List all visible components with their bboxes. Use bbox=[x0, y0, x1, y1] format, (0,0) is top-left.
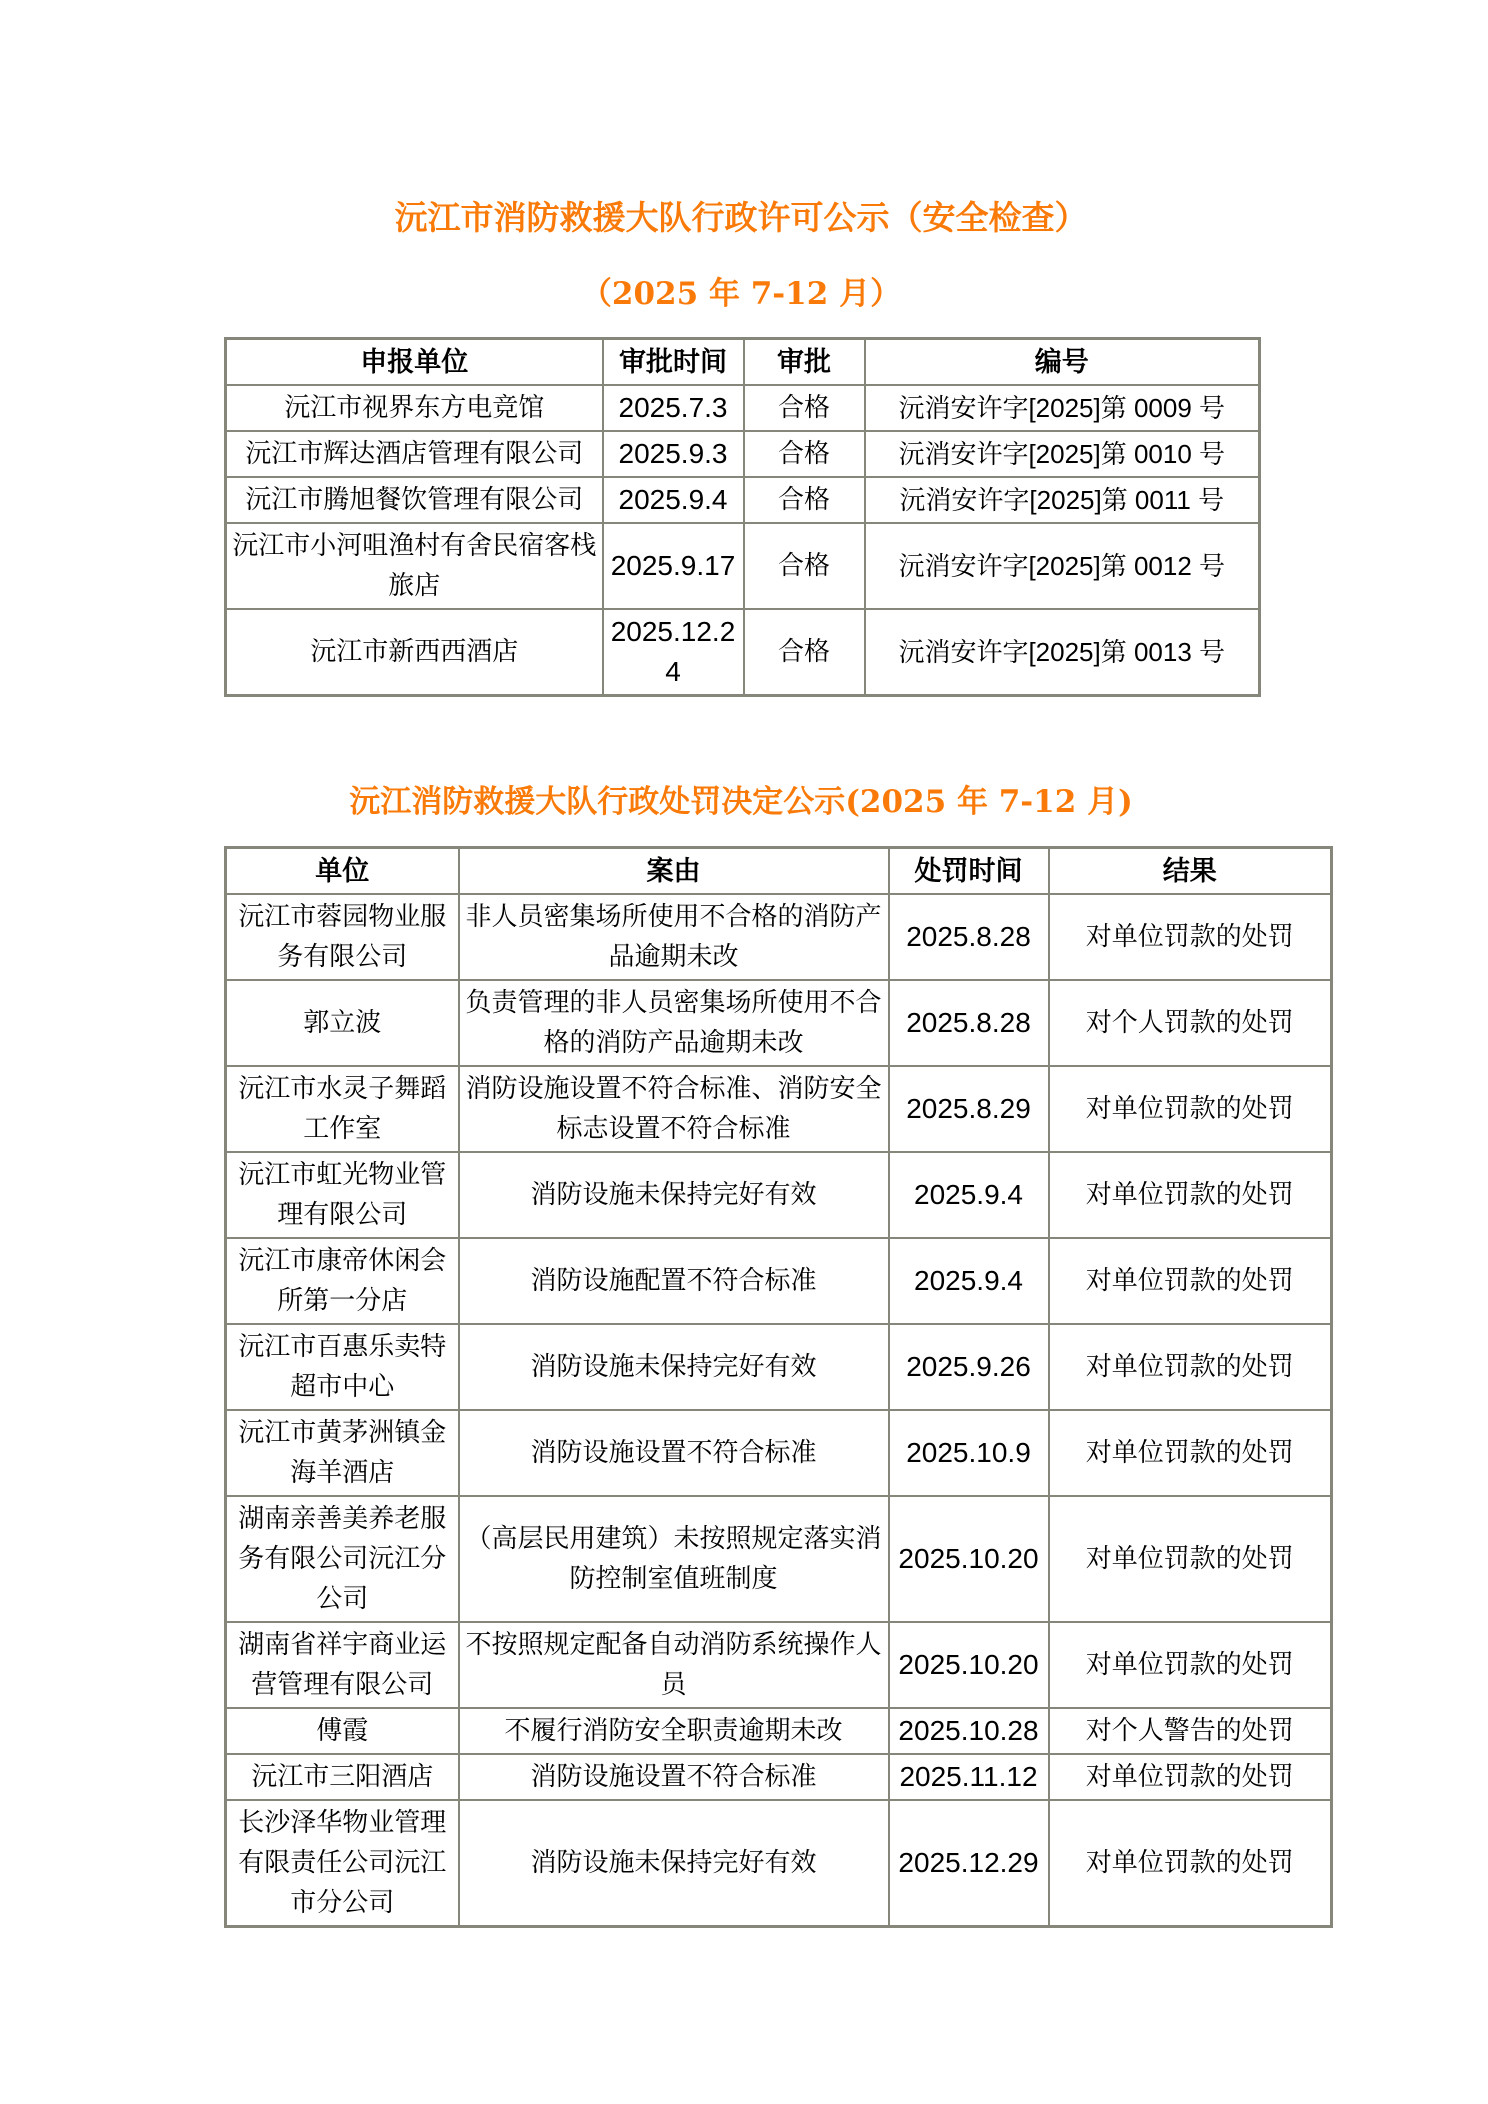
cell-approval-result: 合格 bbox=[744, 609, 865, 696]
cell-permit-number: 沅消安许字[2025]第 0013 号 bbox=[865, 609, 1260, 696]
section1-title: 沅江市消防救援大队行政许可公示（安全检查） bbox=[394, 198, 1088, 237]
cell-approval-date: 2025.7.3 bbox=[603, 385, 744, 431]
cell-declaring-unit: 沅江市腾旭餐饮管理有限公司 bbox=[226, 477, 603, 523]
cell-case-reason: 消防设施设置不符合标准、消防安全标志设置不符合标准 bbox=[459, 1066, 889, 1152]
header-penalty-date: 处罚时间 bbox=[889, 848, 1049, 895]
cell-penalty-date: 2025.10.20 bbox=[889, 1496, 1049, 1622]
cell-approval-date: 2025.12.24 bbox=[603, 609, 744, 696]
cell-penalty-result: 对个人罚款的处罚 bbox=[1049, 980, 1332, 1066]
cell-unit: 沅江市水灵子舞蹈工作室 bbox=[226, 1066, 459, 1152]
cell-case-reason: 消防设施配置不符合标准 bbox=[459, 1238, 889, 1324]
cell-unit: 沅江市蓉园物业服务有限公司 bbox=[226, 894, 459, 980]
header-permit-number: 编号 bbox=[865, 339, 1260, 386]
table-header-row bbox=[226, 848, 1332, 895]
permit-table bbox=[224, 337, 1261, 697]
table-row bbox=[226, 431, 1260, 477]
cell-unit: 郭立波 bbox=[226, 980, 459, 1066]
table-row bbox=[226, 1708, 1332, 1754]
table-row bbox=[226, 1622, 1332, 1708]
cell-unit: 长沙泽华物业管理有限责任公司沅江市分公司 bbox=[226, 1800, 459, 1927]
table-row bbox=[226, 1496, 1332, 1622]
cell-penalty-result: 对单位罚款的处罚 bbox=[1049, 1066, 1332, 1152]
cell-approval-result: 合格 bbox=[744, 385, 865, 431]
cell-unit: 沅江市三阳酒店 bbox=[226, 1754, 459, 1800]
cell-permit-number: 沅消安许字[2025]第 0012 号 bbox=[865, 523, 1260, 609]
cell-penalty-result: 对单位罚款的处罚 bbox=[1049, 894, 1332, 980]
header-unit: 单位 bbox=[226, 848, 459, 895]
cell-case-reason: 消防设施未保持完好有效 bbox=[459, 1800, 889, 1927]
table-row bbox=[226, 980, 1332, 1066]
table-row bbox=[226, 609, 1260, 696]
cell-penalty-date: 2025.9.4 bbox=[889, 1152, 1049, 1238]
cell-penalty-result: 对个人警告的处罚 bbox=[1049, 1708, 1332, 1754]
cell-unit: 湖南省祥宇商业运营管理有限公司 bbox=[226, 1622, 459, 1708]
cell-approval-date: 2025.9.17 bbox=[603, 523, 744, 609]
cell-case-reason: 不履行消防安全职责逾期未改 bbox=[459, 1708, 889, 1754]
cell-unit: 沅江市康帝休闲会所第一分店 bbox=[226, 1238, 459, 1324]
cell-penalty-result: 对单位罚款的处罚 bbox=[1049, 1410, 1332, 1496]
cell-unit: 沅江市黄茅洲镇金海羊酒店 bbox=[226, 1410, 459, 1496]
cell-approval-result: 合格 bbox=[744, 431, 865, 477]
cell-penalty-date: 2025.12.29 bbox=[889, 1800, 1049, 1927]
table-row bbox=[226, 1410, 1332, 1496]
cell-penalty-result: 对单位罚款的处罚 bbox=[1049, 1754, 1332, 1800]
section1-subtitle: （2025 年 7-12 月） bbox=[580, 276, 902, 312]
table-row bbox=[226, 1800, 1332, 1927]
penalty-table bbox=[224, 846, 1333, 1928]
header-case-reason: 案由 bbox=[459, 848, 889, 895]
cell-permit-number: 沅消安许字[2025]第 0011 号 bbox=[865, 477, 1260, 523]
table-row bbox=[226, 894, 1332, 980]
cell-case-reason: 消防设施未保持完好有效 bbox=[459, 1152, 889, 1238]
cell-approval-result: 合格 bbox=[744, 523, 865, 609]
table-row bbox=[226, 385, 1260, 431]
header-approval-date: 审批时间 bbox=[603, 339, 744, 386]
cell-case-reason: 消防设施未保持完好有效 bbox=[459, 1324, 889, 1410]
header-declaring-unit: 申报单位 bbox=[226, 339, 603, 386]
table-row bbox=[226, 1754, 1332, 1800]
cell-declaring-unit: 沅江市视界东方电竞馆 bbox=[226, 385, 603, 431]
cell-penalty-date: 2025.9.4 bbox=[889, 1238, 1049, 1324]
cell-penalty-date: 2025.8.29 bbox=[889, 1066, 1049, 1152]
table-header-row bbox=[226, 339, 1260, 386]
table-row bbox=[226, 1066, 1332, 1152]
cell-declaring-unit: 沅江市新西西酒店 bbox=[226, 609, 603, 696]
cell-penalty-date: 2025.9.26 bbox=[889, 1324, 1049, 1410]
cell-approval-date: 2025.9.4 bbox=[603, 477, 744, 523]
cell-permit-number: 沅消安许字[2025]第 0009 号 bbox=[865, 385, 1260, 431]
table-row bbox=[226, 477, 1260, 523]
cell-penalty-result: 对单位罚款的处罚 bbox=[1049, 1800, 1332, 1927]
cell-case-reason: 消防设施设置不符合标准 bbox=[459, 1754, 889, 1800]
cell-unit: 沅江市百惠乐卖特超市中心 bbox=[226, 1324, 459, 1410]
table-row bbox=[226, 1238, 1332, 1324]
cell-case-reason: 非人员密集场所使用不合格的消防产品逾期未改 bbox=[459, 894, 889, 980]
cell-penalty-date: 2025.11.12 bbox=[889, 1754, 1049, 1800]
cell-case-reason: （高层民用建筑）未按照规定落实消防控制室值班制度 bbox=[459, 1496, 889, 1622]
cell-unit: 沅江市虹光物业管理有限公司 bbox=[226, 1152, 459, 1238]
cell-case-reason: 不按照规定配备自动消防系统操作人员 bbox=[459, 1622, 889, 1708]
cell-permit-number: 沅消安许字[2025]第 0010 号 bbox=[865, 431, 1260, 477]
cell-penalty-result: 对单位罚款的处罚 bbox=[1049, 1152, 1332, 1238]
header-approval: 审批 bbox=[744, 339, 865, 386]
cell-declaring-unit: 沅江市小河咀渔村有舍民宿客栈旅店 bbox=[226, 523, 603, 609]
table-row bbox=[226, 1324, 1332, 1410]
cell-penalty-date: 2025.10.9 bbox=[889, 1410, 1049, 1496]
cell-case-reason: 消防设施设置不符合标准 bbox=[459, 1410, 889, 1496]
cell-approval-result: 合格 bbox=[744, 477, 865, 523]
cell-penalty-date: 2025.8.28 bbox=[889, 894, 1049, 980]
header-penalty-result: 结果 bbox=[1049, 848, 1332, 895]
cell-penalty-result: 对单位罚款的处罚 bbox=[1049, 1238, 1332, 1324]
cell-penalty-result: 对单位罚款的处罚 bbox=[1049, 1496, 1332, 1622]
cell-penalty-result: 对单位罚款的处罚 bbox=[1049, 1622, 1332, 1708]
cell-approval-date: 2025.9.3 bbox=[603, 431, 744, 477]
cell-penalty-date: 2025.8.28 bbox=[889, 980, 1049, 1066]
table-row bbox=[226, 523, 1260, 609]
cell-unit: 傅霞 bbox=[226, 1708, 459, 1754]
table-row bbox=[226, 1152, 1332, 1238]
section2-title: 沅江消防救援大队行政处罚决定公示(2025 年 7-12 月) bbox=[349, 784, 1133, 820]
cell-unit: 湖南亲善美养老服务有限公司沅江分公司 bbox=[226, 1496, 459, 1622]
cell-case-reason: 负责管理的非人员密集场所使用不合格的消防产品逾期未改 bbox=[459, 980, 889, 1066]
cell-declaring-unit: 沅江市辉达酒店管理有限公司 bbox=[226, 431, 603, 477]
cell-penalty-result: 对单位罚款的处罚 bbox=[1049, 1324, 1332, 1410]
cell-penalty-date: 2025.10.28 bbox=[889, 1708, 1049, 1754]
cell-penalty-date: 2025.10.20 bbox=[889, 1622, 1049, 1708]
